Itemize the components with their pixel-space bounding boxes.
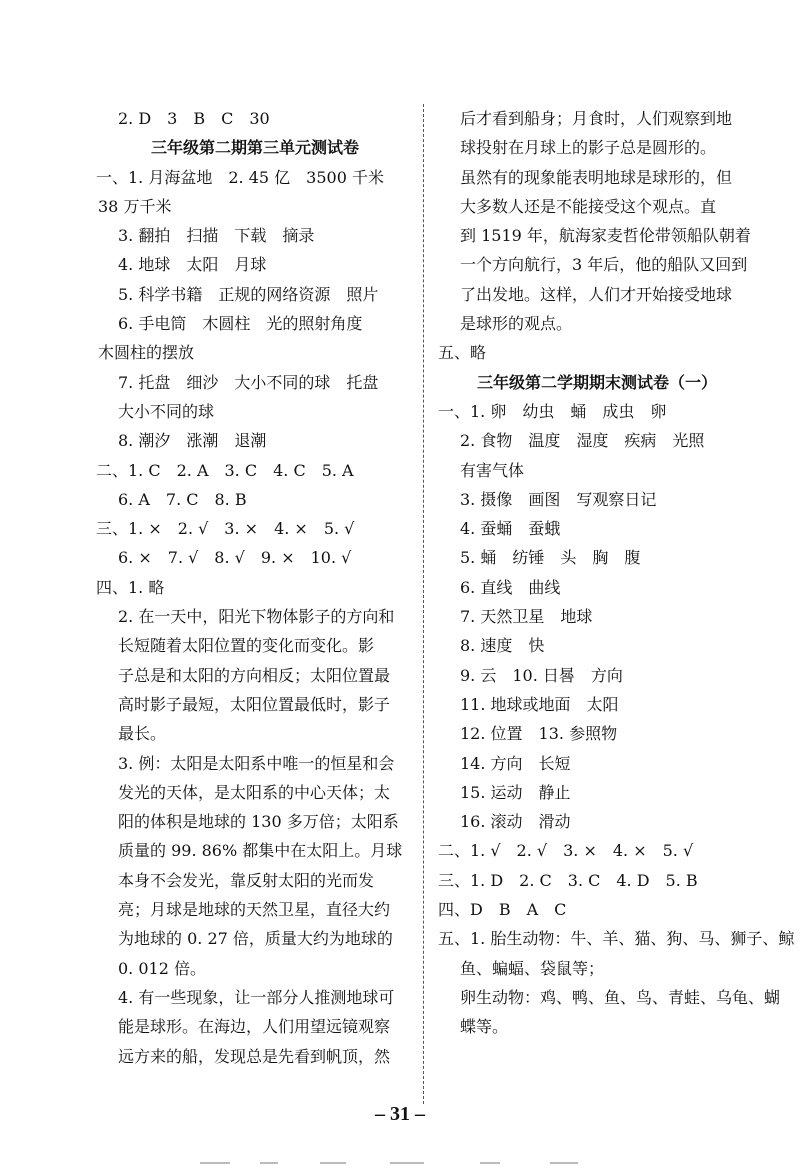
text-line: 阳的体积是地球的 130 多万倍；太阳系 xyxy=(118,812,399,832)
text-line: 鱼、蝙蝠、袋鼠等； xyxy=(460,958,605,978)
text-line: 三、1. D 2. C 3. C 4. D 5. B xyxy=(438,870,698,890)
text-line: 7. 天然卫星 地球 xyxy=(460,607,593,627)
text-line: 4. 有一些现象，让一部分人推测地球可 xyxy=(118,987,395,1007)
text-line: 木圆柱的摆放 xyxy=(98,343,195,363)
text-line: 9. 云 10. 日晷 方向 xyxy=(460,665,623,685)
text-line: 4. 地球 太阳 月球 xyxy=(118,255,267,275)
text-line: 虽然有的现象能表明地球是球形的，但 xyxy=(460,167,733,187)
text-line: 高时影子最短，太阳位置最低时，影子 xyxy=(118,694,391,714)
text-line: 一个方向航行，3 年后，他的船队又回到 xyxy=(460,255,748,275)
text-line: 16. 滚动 滑动 xyxy=(460,812,571,832)
text-line: 为地球的 0. 27 倍，质量大约为地球的 xyxy=(118,929,393,949)
text-line: 二、1. √ 2. √ 3. × 4. × 5. √ xyxy=(438,841,694,861)
text-line: 2. 食物 温度 湿度 疾病 光照 xyxy=(460,431,705,451)
text-line: 0. 012 倍。 xyxy=(118,958,206,978)
text-line: 远方来的船，发现总是先看到帆顶，然 xyxy=(118,1046,391,1066)
text-line: 6. A 7. C 8. B xyxy=(118,489,247,509)
text-line: 是球形的观点。 xyxy=(460,314,573,334)
text-line: 11. 地球或地面 太阳 xyxy=(460,694,619,714)
text-line: 12. 位置 13. 参照物 xyxy=(460,724,618,744)
text-line: 四、1. 略 xyxy=(96,577,165,597)
text-line: 2. 在一天中，阳光下物体影子的方向和 xyxy=(118,607,395,627)
text-line: 6. × 7. √ 8. √ 9. × 10. √ xyxy=(118,548,352,568)
text-line: 一、1. 月海盆地 2. 45 亿 3500 千米 xyxy=(96,167,384,187)
text-line: 3. 例：太阳是太阳系中唯一的恒星和会 xyxy=(118,753,395,773)
text-line: 亮；月球是地球的天然卫星，直径大约 xyxy=(118,900,391,920)
text-line: 能是球形。在海边，人们用望远镜观察 xyxy=(118,1017,391,1037)
text-line: 一、1. 卵 幼虫 蛹 成虫 卵 xyxy=(438,401,667,421)
text-line: 三、1. × 2. √ 3. × 4. × 5. √ xyxy=(96,519,355,539)
text-line: 6. 手电筒 木圆柱 光的照射角度 xyxy=(118,314,363,334)
text-line: 3. 摄像 画图 写观察日记 xyxy=(460,489,657,509)
text-line: 大多数人还是不能接受这个观点。直 xyxy=(460,196,717,216)
text-line: 二、1. C 2. A 3. C 4. C 5. A xyxy=(96,460,354,480)
text-line: 7. 托盘 细沙 大小不同的球 托盘 xyxy=(118,372,379,392)
text-line: 子总是和太阳的方向相反；太阳位置最 xyxy=(118,665,391,685)
text-line: 14. 方向 长短 xyxy=(460,753,571,773)
text-line: 了出发地。这样，人们才开始接受地球 xyxy=(460,284,733,304)
section-title: 三年级第二学期期末测试卷（一） xyxy=(476,372,717,392)
text-line: 质量的 99. 86% 都集中在太阳上。月球 xyxy=(118,841,403,861)
text-line: 蝶等。 xyxy=(460,1017,509,1037)
text-line: 有害气体 xyxy=(460,460,525,480)
text-line: 长短随着太阳位置的变化而变化。影 xyxy=(118,636,375,656)
left-column xyxy=(96,104,414,1071)
text-line: 38 万千米 xyxy=(98,196,172,216)
right-column xyxy=(438,104,795,1042)
text-line: 8. 速度 快 xyxy=(460,636,545,656)
text-line: 大小不同的球 xyxy=(118,401,215,421)
text-line: 8. 潮汐 涨潮 退潮 xyxy=(118,431,267,451)
text-line: 卵生动物：鸡、鸭、鱼、鸟、青蛙、乌龟、蝴 xyxy=(460,987,781,1007)
text-line: 4. 蚕蛹 蚕蛾 xyxy=(460,519,561,539)
text-line: 四、D B A C xyxy=(438,900,567,920)
text-line: 2. D 3 B C 30 xyxy=(118,109,270,128)
column-divider xyxy=(423,104,424,1104)
text-line: 最长。 xyxy=(118,724,167,744)
text-line: 5. 蛹 纺锤 头 胸 腹 xyxy=(460,548,641,568)
text-line: 6. 直线 曲线 xyxy=(460,577,561,597)
page-number: – 31 – xyxy=(375,1103,425,1125)
text-line: 发光的天体，是太阳系的中心天体；太 xyxy=(118,782,391,802)
section-title: 三年级第二期第三单元测试卷 xyxy=(150,138,359,158)
text-line: 3. 翻拍 扫描 下载 摘录 xyxy=(118,226,315,246)
text-line: 球投射在月球上的影子总是圆形的。 xyxy=(460,138,717,158)
text-line: 本身不会发光，靠反射太阳的光而发 xyxy=(118,870,375,890)
text-line: 15. 运动 静止 xyxy=(460,782,571,802)
text-line: 后才看到船身；月食时，人们观察到地 xyxy=(460,109,733,128)
text-line: 到 1519 年，航海家麦哲伦带领船队朝着 xyxy=(460,226,751,246)
bottom-bleed-marks xyxy=(190,1158,610,1176)
text-line: 5. 科学书籍 正规的网络资源 照片 xyxy=(118,284,379,304)
text-line: 五、1. 胎生动物：牛、羊、猫、狗、马、狮子、鲸 xyxy=(438,929,795,949)
text-line: 五、略 xyxy=(438,343,487,363)
